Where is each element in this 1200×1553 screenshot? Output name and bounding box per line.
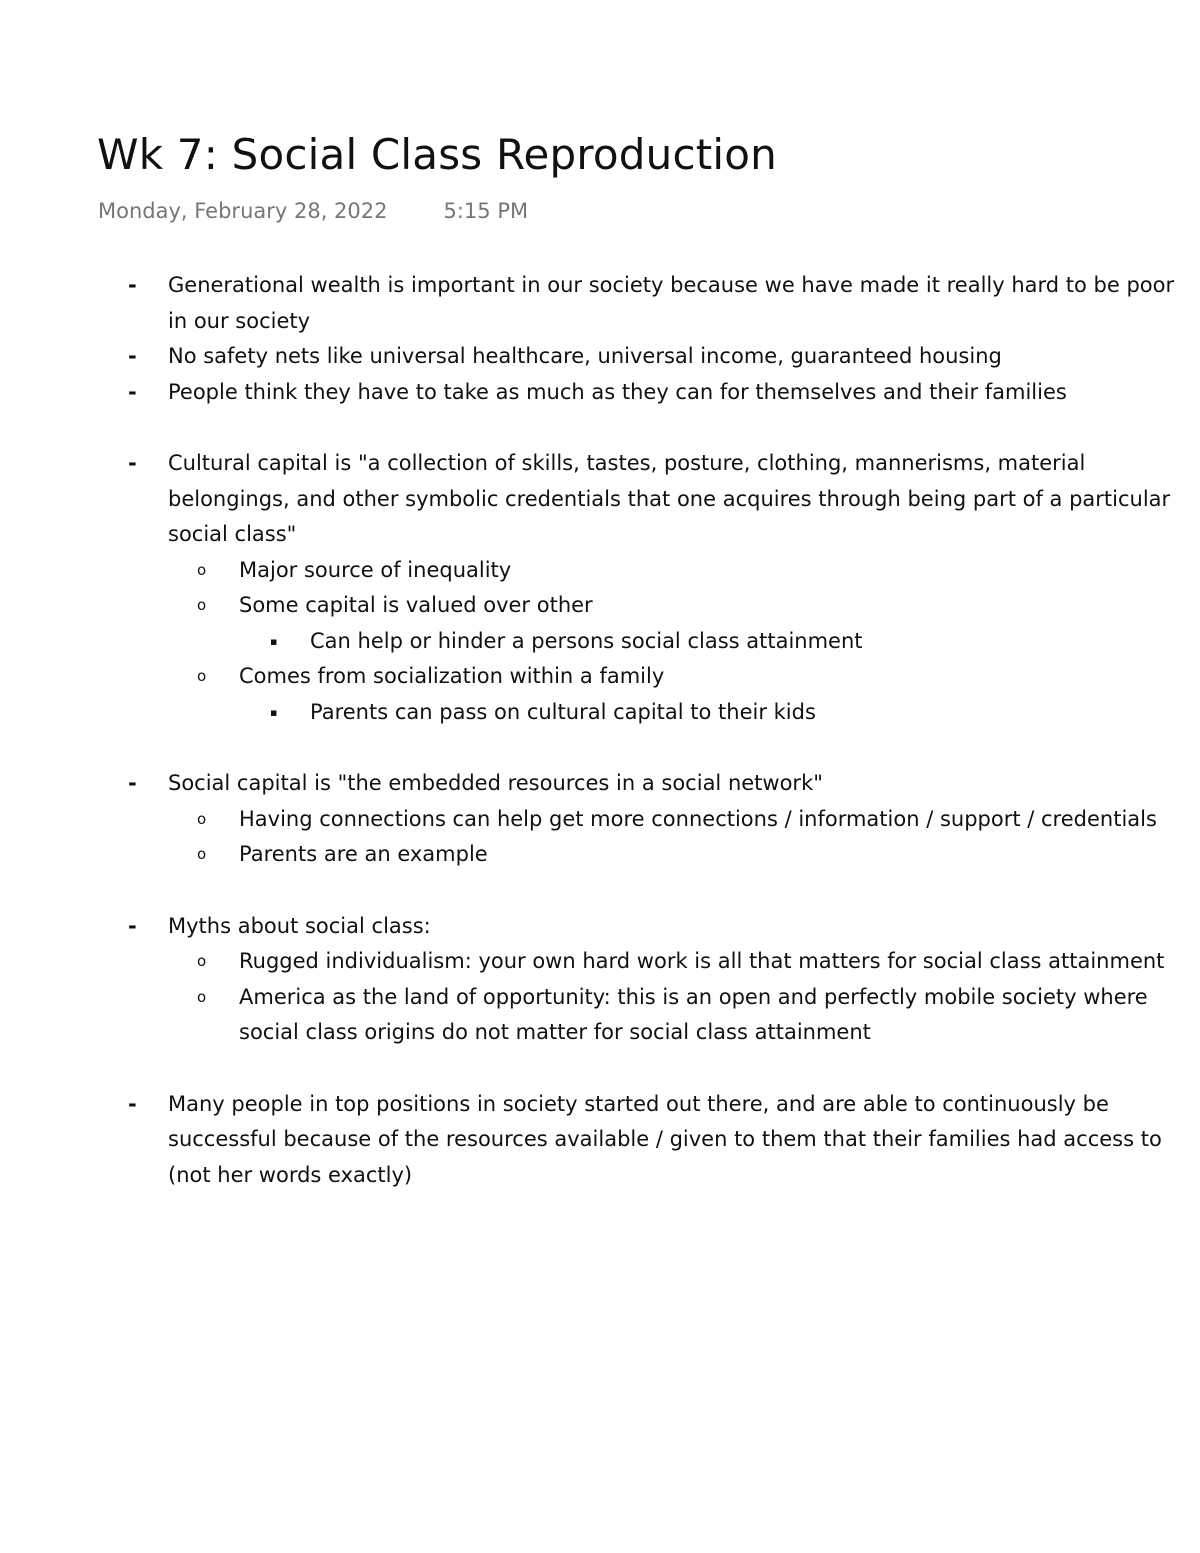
sub-list-item-text: America as the land of opportunity: this is an open and perfectly mobile society where social class origins do not matter for social class attainment — [239, 984, 1148, 1044]
circle-bullet: o — [197, 560, 207, 579]
sub-list-item — [128, 802, 1194, 838]
list-item-text: Social capital is "the embedded resources in a social network" — [168, 771, 823, 795]
square-bullet: ▪ — [270, 634, 278, 648]
sub-list-item-text: Having connections can help get more connections / information / support / credentials — [239, 806, 1157, 831]
sub-list-item-text: Major source of inequality — [239, 557, 512, 582]
sub-sub-list-item — [128, 695, 1194, 731]
top-positions-group — [128, 1087, 1194, 1194]
list-item — [128, 339, 1194, 375]
sub-sub-list-item-text: Parents can pass on cultural capital to their kids — [310, 699, 816, 724]
sub-list-item — [128, 659, 1194, 695]
list-item — [128, 1087, 1194, 1194]
sub-list-item-text: Parents are an example — [239, 842, 488, 866]
circle-bullet: o — [197, 809, 207, 828]
note-time: 5:15 PM — [443, 199, 529, 223]
dash-bullet: - — [128, 273, 137, 297]
sub-list-item — [128, 553, 1194, 589]
sub-list-item — [128, 588, 1194, 624]
circle-bullet: o — [197, 667, 207, 685]
dash-bullet: - — [128, 1091, 137, 1116]
sub-sub-list-item-text: Can help or hinder a persons social class attainment — [310, 628, 863, 653]
circle-bullet: o — [197, 596, 207, 614]
list-item-text: Generational wealth is important in our society because we have made it really hard to be poor in our society — [168, 273, 1175, 333]
sub-sub-list-item — [128, 624, 1194, 660]
page-title: Wk 7: Social Class Reproduction — [97, 130, 778, 179]
myths-group — [128, 909, 1194, 1051]
sub-list-item — [128, 837, 1194, 873]
sub-list-item-text: Rugged individualism: your own hard work is all that matters for social class attainment — [239, 949, 1165, 973]
dash-bullet: - — [128, 344, 137, 368]
dash-bullet: - — [128, 451, 137, 475]
list-item — [128, 909, 1194, 945]
square-bullet: ▪ — [270, 705, 278, 719]
list-item — [128, 268, 1194, 339]
note-timestamp — [98, 199, 528, 223]
list-item — [128, 766, 1194, 802]
cultural-capital-group — [128, 446, 1194, 730]
circle-bullet: o — [197, 987, 207, 1006]
sub-list-item — [128, 980, 1194, 1051]
list-item — [128, 446, 1194, 553]
sub-list-item-text: Some capital is valued over other — [239, 593, 593, 617]
note-date: Monday, February 28, 2022 — [98, 199, 388, 223]
list-item-text: People think they have to take as much as they can for themselves and their families — [168, 379, 1067, 404]
circle-bullet: o — [197, 845, 207, 863]
list-item-text: No safety nets like universal healthcare, universal income, guaranteed housing — [168, 344, 1002, 368]
list-item-text: Cultural capital is "a collection of skills, tastes, posture, clothing, mannerisms, material belongings, and other symbolic credentials that one acquires through being part of a particular social class" — [168, 451, 1171, 546]
circle-bullet: o — [197, 952, 207, 970]
generational-wealth-group — [128, 268, 1194, 410]
dash-bullet: - — [128, 913, 137, 938]
list-item-text: Myths about social class: — [168, 913, 431, 938]
dash-bullet: - — [128, 379, 137, 404]
list-item — [128, 375, 1194, 411]
note-body — [128, 268, 1194, 1229]
dash-bullet: - — [128, 771, 137, 795]
sub-list-item — [128, 944, 1194, 980]
social-capital-group — [128, 766, 1194, 873]
sub-list-item-text: Comes from socialization within a family — [239, 664, 665, 688]
list-item-text: Many people in top positions in society started out there, and are able to continuously be successful because of the resources available / given to them that their families had access to (not her words exactly) — [168, 1091, 1162, 1187]
